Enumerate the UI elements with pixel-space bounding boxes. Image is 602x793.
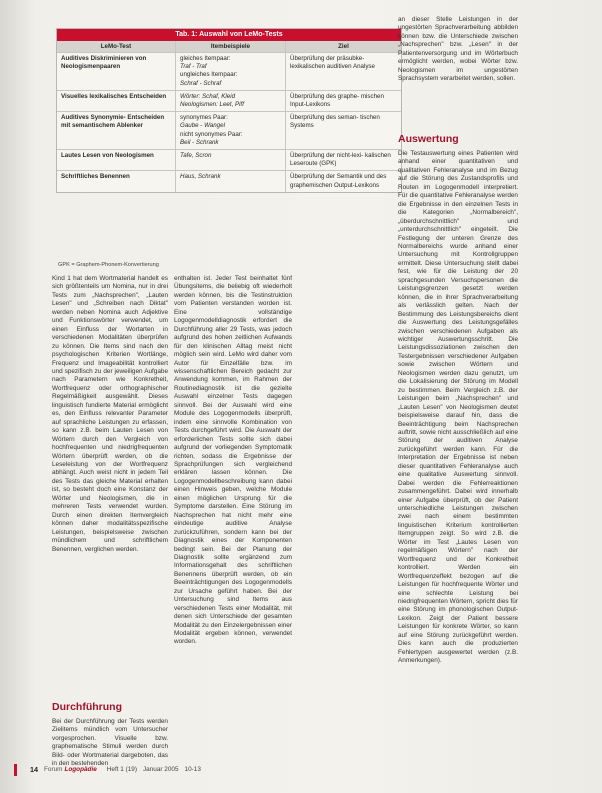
body-paragraph: enthalten ist. Jeder Test beinhaltet fünf Übungsitems, die beliebig oft wiederholt werden können, bis die Testinstruktion vom Patienten verstanden worden ist. Eine vollständige Logogenmodelldiagnostik erfordert die Durchführung aller 29 Tests, was jedoch aufgrund des hohen zeitlichen Aufwands für den klinischen Alltag meist nicht möglich sein wird. LeMo wird daher vom Autor für Einzelfälle bzw. im wissenschaftlichen Bereich gedacht zur Anwendung kommen, im Rahmen der Routinediagnostik ist die gezielte Auswahl einzelner Tests dagegen sinnvoll. Bei der Auswahl wird eine Module des Logogenmodells überprüft, indem eine sinnvolle Kombination von Tests durchgeführt wird. Die Auswahl der erforderlichen Tests sollte sich dabei aufgrund der vorliegenden Symptomatik richten, sodass die Ergebnisse der Sprachprüfungen sich vergleichend erklären lassen können. Die Logogenmodellbeschreibung kann dabei einen Hinweis geben, welche Module einen möglichen Ursprung für die Symptome darstellen. Eine Störung im Nachsprechen hat nicht mehr eine eindeutige auditive Analyse zurückzuführen, sondern kann bei der Diagnostik eines der Komponenten bedingt sein. Bei der Planung der Diagnostik sollte ergänzend zum Informationsgehalt des schriftlichen Benennens überprüft werden, ob ein Beeinträchtigungen des Logogenmodells zur Ursache geführt haben. Bei der Untersuchung sind Items aus verschiedenen Tests einer Modalität, mit denen sich Unterschiede der gesamten Modalität zu den Einzelergebnissen einer Modalität ergeben können, verwendet worden.: [174, 275, 292, 646]
body-paragraph: Bei der Durchführung der Tests werden Zielitems mündlich vom Untersucher vorgesprochen. Visuelle bzw. graphematische Stimuli werden durch Bild- oder Wortmaterial dargeboten, das in den bestehenden: [52, 718, 168, 768]
magazine-accent: Logopädie: [64, 766, 97, 773]
issue-date: Januar 2005: [142, 766, 179, 773]
item-example: Wörter: Schaf, Kleid: [180, 92, 236, 100]
body-paragraph: Die Testauswertung eines Patienten wird anhand einer quantitativen und qualitativen Fehleranalyse und im Bezug auf die Störung des Zustandsprofils und Routen im Logogenmodell interpretiert. Für die quantitative Fehleranalyse werden die Ergebnisse in den einzelnen Tests in die Kategorien „Normalbereich", „überdurchschnittlich" und „unterdurchschnittlich" eingeteilt. Die Festlegung der unteren Grenze des Normalbereichs wurde anhand einer Untersuchung mit Kontrollgruppen ermittelt. Diese Untersuchung stellt dabei fest, wie für die Leistung der 20 sprachgesunden Versuchspersonen die Leistungsgrenzen gesetzt werden können, die in ihrer Sprachverarbeitung als verlässlich gelten. Nach der Bestimmung des Leistungsbereichs dient die Auswertung des Leistungsgefälles zwischen verschiedenen Aufgaben als wichtiger Auswertungsschritt. Die Leistungsdissoziationen zwischen den Testergebnissen verschiedener Aufgaben sowie zwischen Wörtern und Neologismen werden dazu genutzt, um die Lokalisierung der Störung im Modell zu bestimmen. Beim Vergleich z.B. der Leistungen beim „Nachsprechen" und „Lauten Lesen" von Neologismen deutet beispielsweise darauf hin, dass die Beeinträchtigung beim Nachsprechen auftritt, sowie nicht ausschließlich auf eine Störung der auditiven Analyse zurückgeführt werden kann. Für die Interpretation der Ergebnisse ist neben dieser quantitativen Fehleranalyse auch eine qualitative Auswertung sinnvoll. Dabei werden die Fehlerreaktionen zusammengeführt. Dabei wird innerhalb einer Aufgabe überprüft, ob der Patient unterschiedliche Leistungen zwischen zwei nach einem bestimmten linguistischen Kriterium kontrollierten Itemgruppen zeigt. So wird z.B. die Wörter im Test „Lautes Lesen von regelmäßigen Wörtern" nach der Wortfrequenz und der Konkretheit kontrolliert. Werden ein Wortfrequenzeffekt bezogen auf die Leistungen für hochfrequente Wörter und eine schlechte Leistung bei niedrigfrequenten Wörtern, spricht dies für eine Störung im phonologischen Output-Lexikon. Zeigt der Patient bessere Leistungen für konkrete Wörter, so kann auf eine Störung zurückgeführt werden. Dies kann auch die produzierten Fehlertypen ausgewertet werden (z.B. Anmerkungen).: [398, 150, 518, 665]
table-cell-items: [175, 91, 285, 111]
table-cell-goal: Überprüfung der Semantik und des graphemischen Output-Lexikons: [285, 171, 401, 191]
table-header-test: LeMo-Test: [100, 43, 132, 50]
table-header-row: [57, 41, 401, 52]
page-number: 14: [30, 765, 38, 774]
column-1-bottom: [52, 718, 168, 769]
table-row: [57, 90, 401, 111]
table-title: Tab. 1: Auswahl von LeMo-Tests: [57, 29, 401, 41]
body-paragraph: Kind 1 hat dem Wortmaterial handelt es sich größtenteils um Nomina, nur in drei Tests zum „Nachsprechen", „Lauten Lesen" und „Schreiben nach Diktat" werden neben Nomina auch Adjektive und Funktionswörter verwendet, um einen Einfluss der Wortarten in verschiedenen Modalitäten überprüfen zu können. Die Items sind nach den psychologischen Kriterien Wortlänge, Frequenz und Imageabilität kontrolliert und spezifisch zu der jeweiligen Aufgabe nach Parametern wie Konkretheit, Wortfrequenz oder orthographischer Regelmäßigkeit ausgewählt. Dieses linguistisch fundierte Material ermöglicht es, den Einfluss relevanter Parameter auf sprachliche Leistungen zu erfassen, so kann z.B. beim Lauten Lesen von Wörtern durch den Vergleich von hochfrequenten und niedrigfrequenten Wörtern überprüft werden, ob die Leseleistung von der Wortfrequenz abhängt. Auch weist nicht in jedem Teil des Tests das gleiche Material erhalten ist, so besteht doch eine Konstanz der Wörter und Neologismen, die in mehreren Tests verwendet wurden. Durch einen direkten Itemvergleich können daher modalitätsspezifische Leistungen, beispielsweise zwischen mündlichem und schriftlichem Benennen, verglichen werden.: [52, 275, 168, 553]
item-example: synonymes Paar:: [180, 114, 228, 122]
table-row: [57, 111, 401, 149]
table-cell-items: [175, 150, 285, 170]
table-cell-test: Schriftliches Benennen: [61, 173, 130, 181]
table-row: [57, 52, 401, 90]
table-cell-items: [175, 53, 285, 90]
issue-pages: 10-13: [184, 766, 201, 773]
column-1: [52, 275, 168, 554]
item-example: nicht synonymes Paar:: [180, 130, 243, 138]
item-example: Schraf - Schraf: [180, 79, 222, 87]
table-cell-goal: Überprüfung des graphe- mischen Input-Lexikons: [285, 91, 401, 111]
item-example: Gaube - Wangel: [180, 122, 225, 130]
table-cell-test: Auditives Diskriminieren von Neologismenpaaren: [61, 55, 147, 71]
table-row: [57, 170, 401, 191]
item-example: gleiches Itempaar:: [180, 55, 231, 62]
table-cell-items: [175, 171, 285, 191]
section-heading-durchfuehrung: Durchführung: [52, 701, 122, 713]
table-header-goal: Ziel: [285, 41, 401, 52]
table-cell-test: Visuelles lexikalisches Entscheiden: [61, 92, 167, 100]
footer-accent-bar: [14, 764, 17, 776]
table-cell-test: Lautes Lesen von Neologismen: [61, 152, 154, 160]
table-cell-items: [175, 112, 285, 149]
column-3-top: [398, 16, 518, 84]
table-cell-goal: Überprüfung der nicht-lexi- kalischen Leseroute (GPK): [285, 150, 401, 170]
item-example: Tafe, Scron: [180, 152, 212, 160]
column-3: [398, 150, 518, 666]
table-caption: GPK = Graphem-Phonem-Konvertierung: [58, 262, 159, 268]
table-body: [57, 52, 401, 192]
item-example: Haus, Schrank: [180, 173, 221, 181]
table-cell-goal: Überprüfung des seman- tischen Systems: [285, 112, 401, 149]
item-example: Traf - Traf: [180, 63, 207, 71]
body-paragraph: an dieser Stelle Leistungen in der ungestörten Sprachverarbeitung abbilden können bzw. die Unterschiede zwischen „Nachsprechen" bzw. „Lesen" in der Patientenversorgung und im Wörterbuch ermöglicht werden, wobei Wörter bzw. Neologismen im ungestörten Sprachsystem verarbeitet werden, sollen.: [398, 16, 518, 83]
lemo-table: [56, 28, 402, 193]
table-cell-test: Auditives Synonymie- Entscheiden mit semantischem Ablenker: [61, 114, 165, 130]
item-example: ungleiches Itempaar:: [180, 71, 238, 79]
table-row: [57, 149, 401, 170]
issue-info: Heft 1 (19): [106, 766, 137, 773]
table-cell-goal: Überprüfung der präsubke- lexikalischen auditiven Analyse: [285, 53, 401, 90]
column-2: [174, 275, 292, 647]
item-example: Neologismen: Leet, Piff: [180, 101, 244, 109]
item-example: Beil - Schrank: [180, 138, 219, 146]
table-header-items: Itembeispiele: [175, 41, 285, 52]
page-footer: [30, 765, 201, 774]
section-heading-auswertung: Auswertung: [398, 133, 459, 145]
magazine-name: Forum: [44, 766, 63, 773]
